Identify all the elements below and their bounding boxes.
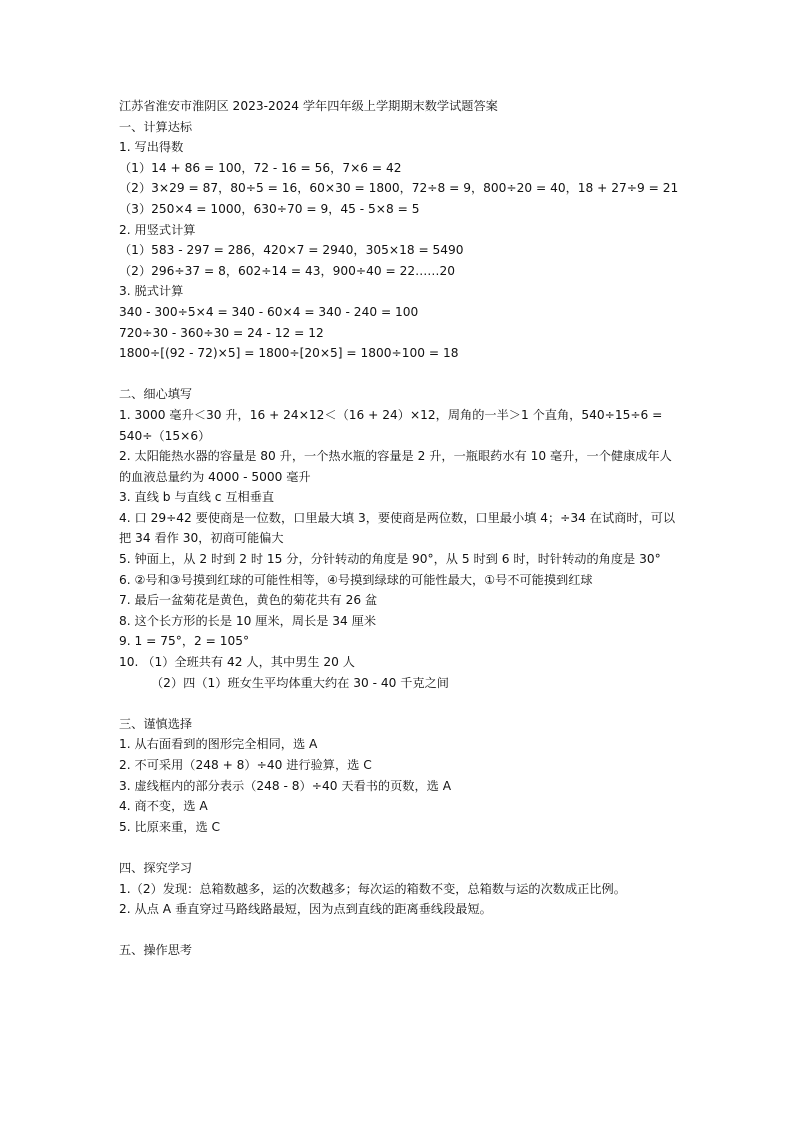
list-item: 6. ②号和③号摸到红球的可能性相等，④号摸到绿球的可能性最大，①号不可能摸到红球 [119,572,593,587]
list-item: 4. 口 29÷42 要使商是一位数，口里最大填 3，要使商是两位数，口里最小填 4；÷34 在试商时，可以把 34 看作 30，初商可能偏大 [119,510,676,546]
list-item: 10. （1）全班共有 42 人，其中男生 20 人 [119,655,355,670]
list-item-sub: （2）四（1）班女生平均体重大约在 30 - 40 千克之间 [151,675,449,690]
question-title-stepwise: 3. 脱式计算 [119,284,184,299]
list-item: 8. 这个长方形的长是 10 厘米，周长是 34 厘米 [119,613,377,628]
question-title-oral: 1. 写出得数 [119,140,184,155]
answer-document [119,96,679,961]
section-heading-fill-in: 二、细心填写 [119,387,193,402]
list-item: 7. 最后一盆菊花是黄色，黄色的菊花共有 26 盆 [119,593,378,608]
list-item: 4. 商不变，选 A [119,799,208,814]
list-item: 3. 直线 b 与直线 c 互相垂直 [119,490,275,505]
spacer [119,693,679,714]
spacer [119,837,679,858]
list-item: 1. 3000 毫升＜30 升，16 + 24×12＜（16 + 24）×12，周角的一半＞1 个直角，540÷15÷6 = 540÷（15×6） [119,407,663,443]
list-item: 1. 从右面看到的图形完全相同，选 A [119,737,318,752]
answer-line: 1800÷[(92 - 72)×5] = 1800÷[20×5] = 1800÷100 = 18 [119,346,459,361]
list-item: 3. 虚线框内的部分表示（248 - 8）÷40 天看书的页数，选 A [119,778,452,793]
answer-line: （2）296÷37 = 8，602÷14 = 43，900÷40 = 22……20 [119,263,455,278]
answer-line: （1）14 + 86 = 100，72 - 16 = 56，7×6 = 42 [119,160,402,175]
answer-line: （2）3×29 = 87，80÷5 = 16，60×30 = 1800，72÷8 = 9，800÷20 = 40，18 + 27÷9 = 21 [119,181,679,196]
spacer [119,920,679,941]
question-title-vertical: 2. 用竖式计算 [119,222,196,237]
list-item: 2. 从点 A 垂直穿过马路线路最短，因为点到直线的距离垂线段最短。 [119,902,492,917]
list-item: 1.（2）发现：总箱数越多，运的次数越多；每次运的箱数不变，总箱数与运的次数成正比例。 [119,881,626,896]
answer-line: （1）583 - 297 = 286，420×7 = 2940，305×18 = 5490 [119,243,464,258]
list-item: 5. 比原来重，选 C [119,819,221,834]
spacer [119,364,679,385]
answer-line: 720÷30 - 360÷30 = 24 - 12 = 12 [119,325,324,340]
list-item: 2. 不可采用（248 + 8）÷40 进行验算，选 C [119,758,372,772]
answer-line: （3）250×4 = 1000，630÷70 = 9，45 - 5×8 = 5 [119,201,420,216]
answer-line: 340 - 300÷5×4 = 340 - 60×4 = 340 - 240 = 100 [119,304,419,319]
section-heading-explore: 四、探究学习 [119,860,193,875]
list-item: 5. 钟面上，从 2 时到 2 时 15 分，分针转动的角度是 90°，从 5 时到 6 时，时针转动的角度是 30° [119,552,661,567]
section-heading-operate: 五、操作思考 [119,943,193,958]
document-title: 江苏省淮安市淮阴区 2023-2024 学年四年级上学期期末数学试题答案 [119,99,498,113]
section-heading-choice: 三、谨慎选择 [119,716,193,731]
list-item: 2. 太阳能热水器的容量是 80 升，一个热水瓶的容量是 2 升，一瓶眼药水有 10 毫升，一个健康成年人的血液总量约为 4000 - 5000 毫升 [119,449,672,484]
section-heading-calculation: 一、计算达标 [119,119,193,134]
list-item: 9. 1 = 75°，2 = 105° [119,634,250,649]
